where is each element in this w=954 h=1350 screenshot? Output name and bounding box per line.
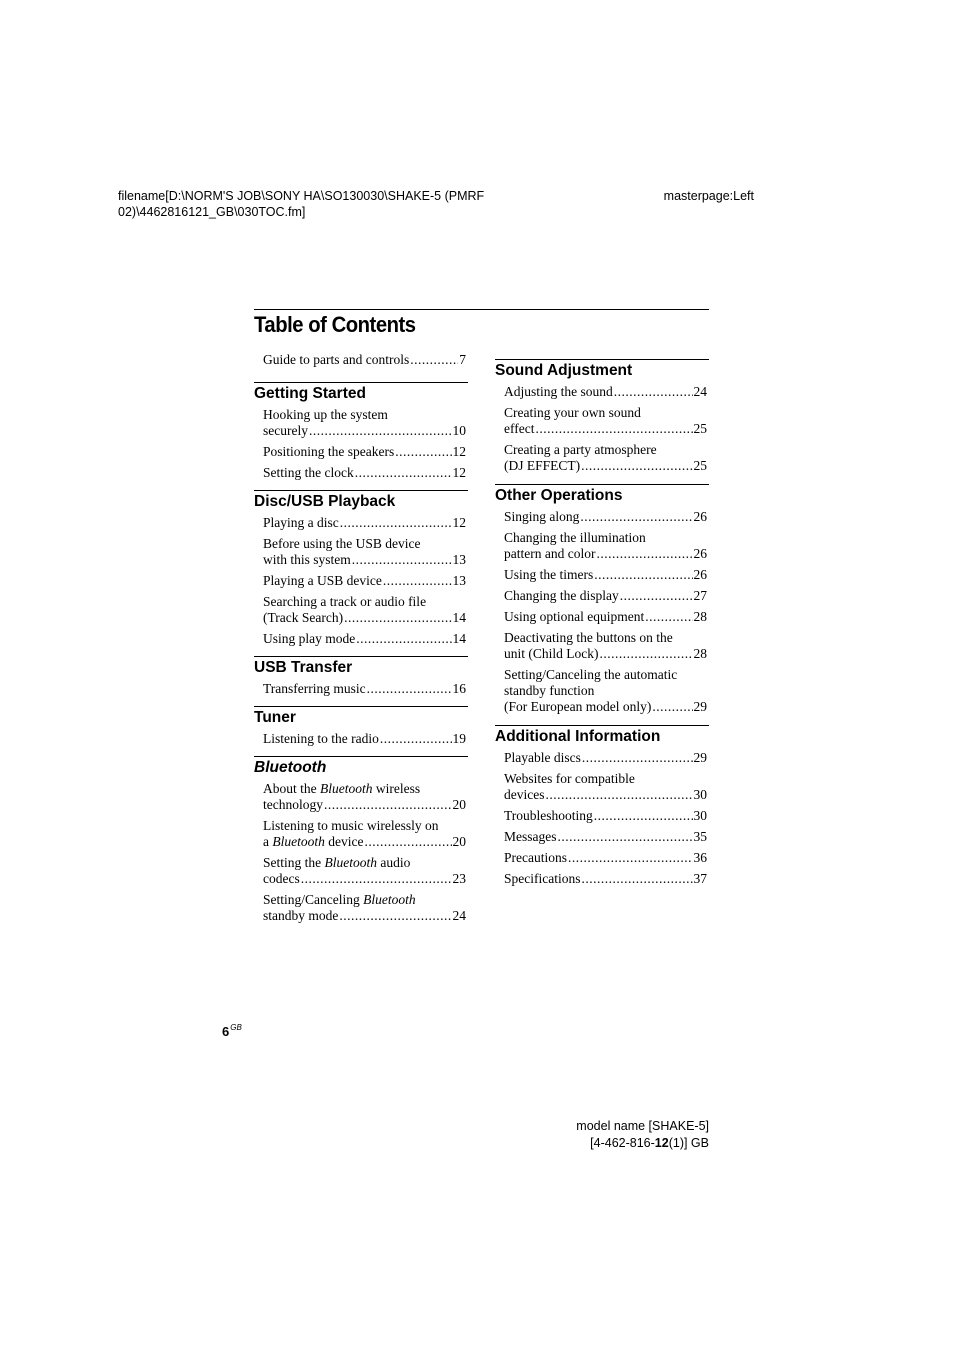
page-number: 37 <box>693 871 707 886</box>
section-heading: Bluetooth <box>254 756 468 781</box>
toc-entry[interactable]: Deactivating the buttons on the unit (Child Lock) ..... 28 <box>504 630 709 662</box>
title-rule <box>254 309 709 310</box>
toc-entry[interactable]: Positioning the speakers ..... 12 <box>263 444 468 460</box>
page-number: 29 <box>693 699 707 714</box>
toc-entry[interactable]: Playable discs ..... 29 <box>504 750 709 766</box>
page-number: 13 <box>452 552 466 567</box>
toc-entry[interactable]: Setting the Bluetooth audio codecs ..... 23 <box>263 855 468 887</box>
toc-entry[interactable]: Setting the clock ..... 12 <box>263 465 468 481</box>
toc-entry[interactable]: Guide to parts and controls ..... 7 <box>263 352 468 368</box>
toc-right-column <box>495 359 709 892</box>
section-bluetooth <box>254 756 468 924</box>
page-number: 36 <box>693 850 707 865</box>
section-heading: Getting Started <box>254 382 468 407</box>
toc-entry[interactable]: Troubleshooting ..... 30 <box>504 808 709 824</box>
toc-entry[interactable]: Specifications ..... 37 <box>504 871 709 887</box>
toc-entry[interactable]: Playing a USB device ..... 13 <box>263 573 468 589</box>
toc-entry[interactable]: Websites for compatible devices ..... 30 <box>504 771 709 803</box>
page-number: 23 <box>452 871 466 886</box>
page-number: 35 <box>693 829 707 844</box>
toc-entry[interactable]: Using the timers ..... 26 <box>504 567 709 583</box>
toc-entry[interactable]: Changing the illumination pattern and color ..... 26 <box>504 530 709 562</box>
toc-entry[interactable]: Listening to music wirelessly on a Bluetooth device ..... 20 <box>263 818 468 850</box>
section-disc-usb-playback <box>254 490 468 647</box>
toc-entry[interactable]: Precautions ..... 36 <box>504 850 709 866</box>
page-number: 12 <box>452 515 466 530</box>
toc-entry[interactable]: About the Bluetooth wireless technology ..... 20 <box>263 781 468 813</box>
page-number: 12 <box>452 465 466 480</box>
section-heading: Other Operations <box>495 484 709 509</box>
toc-entry[interactable]: Setting/Canceling the automatic standby function (For European model only) ..... 29 <box>504 667 709 715</box>
page-number: 25 <box>693 421 707 436</box>
page-number: 14 <box>452 610 466 625</box>
footer-code: [4-462-816-12(1)] GB <box>590 1136 709 1150</box>
toc-entry[interactable]: Setting/Canceling Bluetooth standby mode ..... 24 <box>263 892 468 924</box>
page-number: 20 <box>452 834 466 849</box>
header-filename-line1: filename[D:\NORM'S JOB\SONY HA\SO130030\SHAKE-5 (PMRF <box>118 189 485 203</box>
section-heading: Sound Adjustment <box>495 359 709 384</box>
toc-entry[interactable]: Creating your own sound effect ..... 25 <box>504 405 709 437</box>
page-number: 20 <box>452 797 466 812</box>
intro-entries <box>254 352 468 368</box>
page-number: 27 <box>693 588 707 603</box>
page-number: 13 <box>452 573 466 588</box>
section-heading: USB Transfer <box>254 656 468 681</box>
page-number: 28 <box>693 609 707 624</box>
toc-entry[interactable]: Listening to the radio ..... 19 <box>263 731 468 747</box>
toc-entry[interactable]: Using optional equipment ..... 28 <box>504 609 709 625</box>
page-number: 26 <box>693 567 707 582</box>
page-title: Table of Contents <box>254 312 416 337</box>
header-filename <box>118 188 538 220</box>
page-number: 26 <box>693 509 707 524</box>
toc-entry[interactable]: Playing a disc ..... 12 <box>263 515 468 531</box>
section-heading: Disc/USB Playback <box>254 490 468 515</box>
toc-entry[interactable]: Transferring music ..... 16 <box>263 681 468 697</box>
page-number: 14 <box>452 631 466 646</box>
header-filename-line2: 02)\4462816121_GB\030TOC.fm] <box>118 205 306 219</box>
page-number: 24 <box>452 908 466 923</box>
section-tuner <box>254 706 468 747</box>
page-number: 19 <box>452 731 466 746</box>
section-getting-started <box>254 382 468 481</box>
section-other-operations <box>495 484 709 715</box>
page-number: 28 <box>693 646 707 661</box>
section-additional-information <box>495 725 709 887</box>
page-number: 29 <box>693 750 707 765</box>
page-folio <box>222 1024 242 1039</box>
section-sound-adjustment <box>495 359 709 474</box>
page-number: 16 <box>452 681 466 696</box>
section-usb-transfer <box>254 656 468 697</box>
folio-number: 6 <box>222 1024 230 1039</box>
header-masterpage: masterpage:Left <box>663 189 754 203</box>
folio-suffix: GB <box>230 1023 242 1032</box>
page-number: 30 <box>693 787 707 802</box>
toc-entry[interactable]: Hooking up the system securely ..... 10 <box>263 407 468 439</box>
page-number: 10 <box>452 423 466 438</box>
toc-entry[interactable]: Searching a track or audio file (Track Search) ..... 14 <box>263 594 468 626</box>
section-heading: Tuner <box>254 706 468 731</box>
toc-entry[interactable]: Using play mode ..... 14 <box>263 631 468 647</box>
section-heading: Additional Information <box>495 725 709 750</box>
page-number: 7 <box>459 352 466 367</box>
page-number: 24 <box>693 384 707 399</box>
page-number: 12 <box>452 444 466 459</box>
page-number: 30 <box>693 808 707 823</box>
toc-entry[interactable]: Singing along ..... 26 <box>504 509 709 525</box>
footer-model-info <box>576 1118 709 1152</box>
toc-entry[interactable]: Adjusting the sound ..... 24 <box>504 384 709 400</box>
footer-model-name: model name [SHAKE-5] <box>576 1119 709 1133</box>
toc-entry[interactable]: Creating a party atmosphere (DJ EFFECT) ..... 25 <box>504 442 709 474</box>
toc-entry[interactable]: Before using the USB device with this system ..... 13 <box>263 536 468 568</box>
toc-entry[interactable]: Messages ..... 35 <box>504 829 709 845</box>
page-number: 25 <box>693 458 707 473</box>
page-number: 26 <box>693 546 707 561</box>
toc-left-column <box>254 352 468 929</box>
toc-entry[interactable]: Changing the display ..... 27 <box>504 588 709 604</box>
